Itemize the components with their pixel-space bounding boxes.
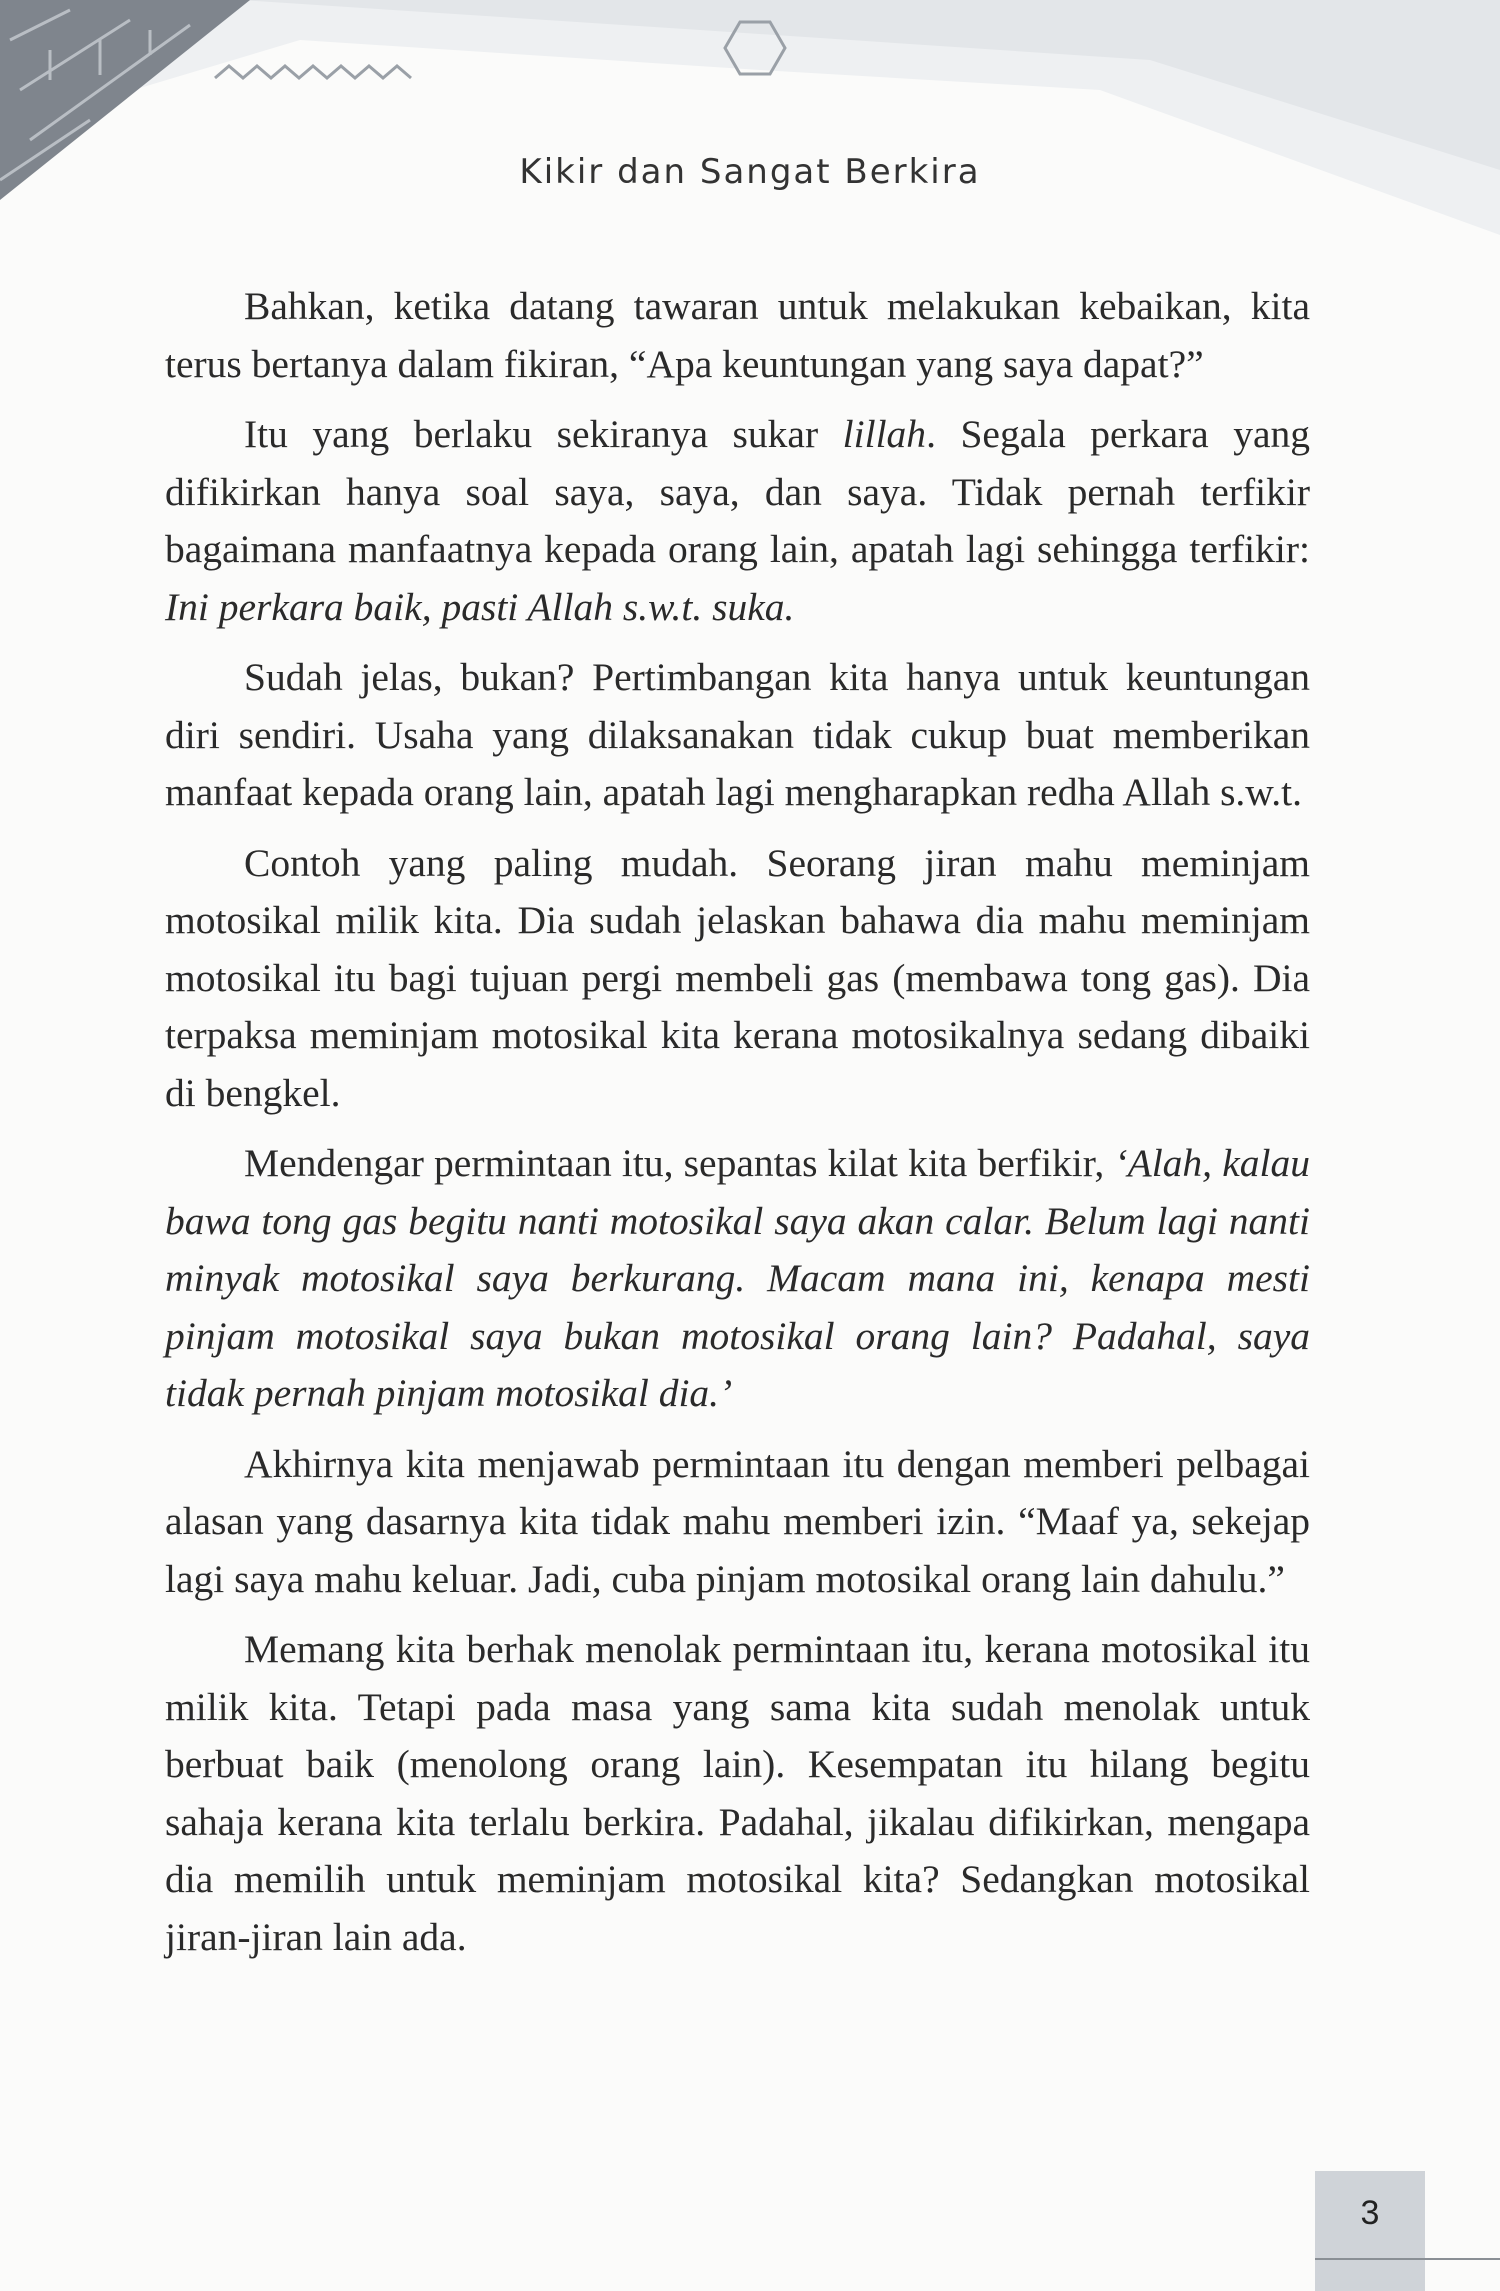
paragraph: [165, 406, 1310, 636]
text-run: Itu yang berlaku sekiranya sukar: [244, 412, 843, 456]
paragraph: [165, 835, 1310, 1123]
italic-text: ‘Alah, kalau bawa tong gas begitu nanti motosikal saya akan calar. Belum lagi nanti minyak motosikal saya berkurang. Macam mana ini, kenapa mesti pinjam motosikal saya bukan motosikal orang lain? Padahal, saya tidak pernah pinjam motosikal dia.’: [165, 1141, 1310, 1415]
text-run: . Segala perkara yang difikirkan hanya soal saya, saya, dan saya. Tidak pernah terfikir bagaimana manfaatnya kepada orang lain, apatah lagi sehingga terfikir:: [165, 412, 1310, 571]
body-text: [165, 278, 1310, 1966]
text-run: Bahkan, ketika datang tawaran untuk melakukan kebaikan, kita terus bertanya dalam fikiran, “Apa keuntungan yang saya dapat?”: [165, 284, 1310, 386]
paragraph: [165, 1436, 1310, 1609]
text-run: Mendengar permintaan itu, sepantas kilat kita berfikir,: [244, 1141, 1115, 1185]
paragraph: [165, 1135, 1310, 1423]
paragraph: [165, 278, 1310, 393]
text-run: Memang kita berhak menolak permintaan itu, kerana motosikal itu milik kita. Tetapi pada masa yang sama kita sudah menolak untuk berbuat baik (menolong orang lain). Kesempatan itu hilang begitu sahaja kerana kita terlalu berkira. Padahal, jikalau difikirkan, mengapa dia memilih untuk meminjam motosikal kita? Sedangkan motosikal jiran-jiran lain ada.: [165, 1627, 1310, 1959]
zigzag-ornament: [215, 66, 411, 78]
header-decoration: [0, 0, 1500, 260]
text-run: Contoh yang paling mudah. Seorang jiran mahu meminjam motosikal milik kita. Dia sudah jelaskan bahawa dia mahu meminjam motosikal itu bagi tujuan pergi membeli gas (membawa tong gas). Dia terpaksa meminjam motosikal kita kerana motosikalnya sedang dibaiki di bengkel.: [165, 840, 1310, 1115]
page-number: 3: [1360, 2194, 1380, 2232]
italic-text: Ini perkara baik, pasti Allah s.w.t. suka.: [165, 584, 795, 629]
italic-text: lillah: [842, 412, 927, 456]
paragraph: [165, 649, 1310, 822]
text-run: Akhirnya kita menjawab permintaan itu dengan memberi pelbagai alasan yang dasarnya kita tidak mahu memberi izin. “Maaf ya, sekejap lagi saya mahu keluar. Jadi, cuba pinjam motosikal orang lain dahulu.”: [165, 1441, 1310, 1601]
running-head-title: Kikir dan Sangat Berkira: [519, 152, 981, 192]
text-run: Sudah jelas, bukan? Pertimbangan kita hanya untuk keuntungan diri sendiri. Usaha yang dilaksanakan tidak cukup buat memberikan manfaat kepada orang lain, apatah lagi mengharapkan redha Allah s.w.t.: [165, 655, 1310, 814]
footer-rule: [1315, 2258, 1500, 2260]
paragraph: [165, 1621, 1310, 1966]
